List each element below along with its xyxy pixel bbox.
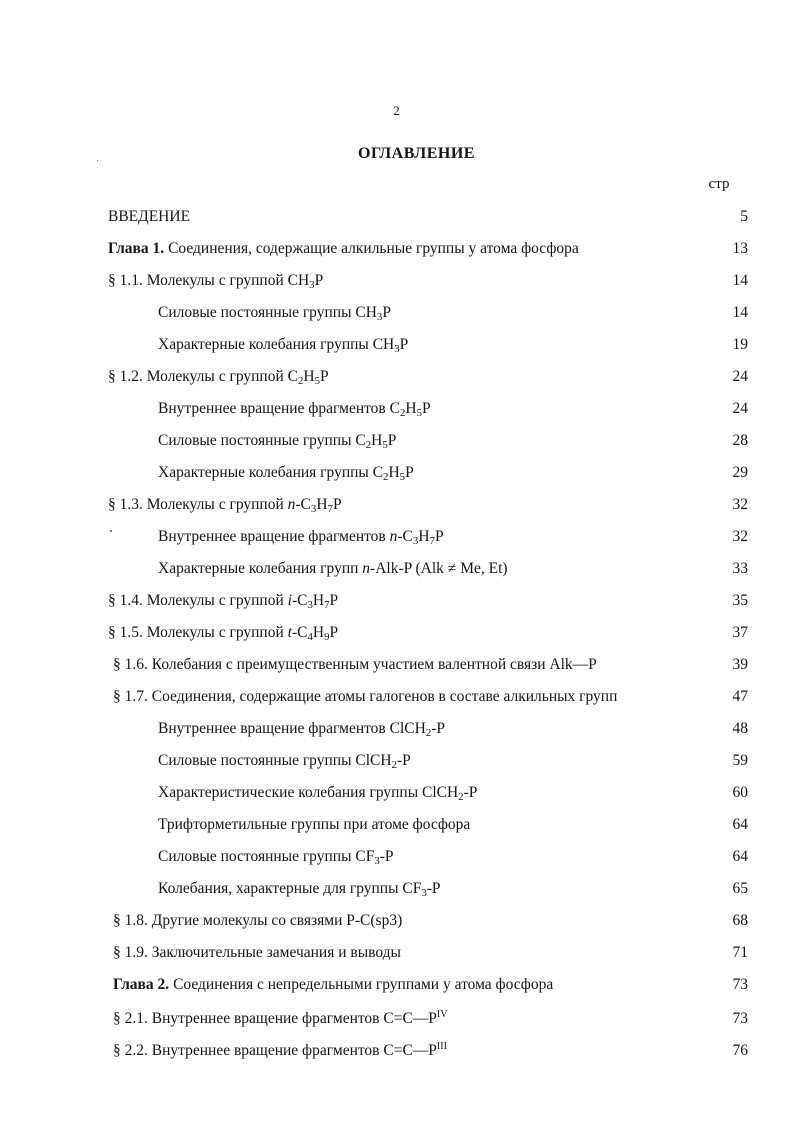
toc-entry-section-1-5[interactable] [108, 622, 748, 644]
toc-entry-page: 24 [732, 400, 748, 417]
toc-entry-page: 14 [732, 272, 748, 289]
toc-entry-title: § 1.2. Молекулы с группой $C_2H_5P$ [108, 368, 329, 387]
toc-entry-title: § 2.1. Внутреннее вращение фрагментов $C=C—P^{IV}$ [113, 1009, 448, 1027]
toc-entry-page: 76 [732, 1042, 748, 1059]
toc-entry-subsection[interactable] [158, 750, 748, 772]
toc-entry-page: 64 [732, 848, 748, 865]
toc-entry-title: § 1.4. Молекулы с группой $i-C_3H_7P$ [108, 592, 339, 611]
toc-entry-page: 39 [732, 656, 748, 673]
toc-entry-section-1-9[interactable] [113, 942, 748, 964]
toc-entry-subsection[interactable] [158, 878, 748, 900]
toc-entry-page: 33 [732, 560, 748, 577]
toc-entry-section-1-8[interactable] [113, 910, 748, 932]
toc-entry-subsection[interactable] [158, 782, 748, 804]
toc-entry-section-1-7[interactable] [113, 686, 748, 708]
toc-entry-subsection[interactable] [158, 462, 748, 484]
toc-entry-title: Силовые постоянные группы $CF_3-P$ [158, 848, 394, 867]
toc-entry-title: Характерные колебания группы $C_2H_5P$ [158, 464, 414, 483]
toc-entry-title: § 2.2. Внутреннее вращение фрагментов $C=C—P^{III}$ [113, 1041, 447, 1059]
toc-entry-page: 5 [740, 208, 748, 225]
toc-entry-title: Глава 1. Соединения, содержащие алкильные группы у атома фосфора [108, 240, 579, 257]
toc-entry-page: 14 [732, 304, 748, 321]
toc-entry-title: § 1.7. Соединения, содержащие атомы галогенов в составе алкильных групп [113, 688, 618, 705]
toc-entry-subsection[interactable] [158, 302, 748, 324]
toc-entry-title: Характеристические колебания группы ClCH$_2$-P [158, 784, 478, 803]
toc-entry-page: 48 [732, 720, 748, 737]
toc-entry-introduction[interactable] [108, 206, 748, 228]
toc-entry-section-1-1[interactable] [108, 270, 748, 292]
toc-entry-subsection[interactable] [158, 334, 748, 356]
toc-entry-subsection[interactable] [158, 558, 748, 580]
scan-speck [110, 530, 112, 532]
toc-entry-chapter-2[interactable] [113, 974, 748, 996]
toc-entry-title: § 1.5. Молекулы с группой $t-C_4H_9P$ [108, 624, 339, 643]
toc-entry-page: 19 [732, 336, 748, 353]
toc-entry-section-1-6[interactable] [113, 654, 748, 676]
toc-entry-page: 73 [732, 1010, 748, 1027]
toc-entry-page: 65 [732, 880, 748, 897]
toc-entry-section-1-4[interactable] [108, 590, 748, 612]
toc-entry-page: 71 [732, 944, 748, 961]
toc-entry-section-2-2[interactable] [113, 1040, 748, 1062]
toc-entry-page: 59 [732, 752, 748, 769]
toc-entry-page: 28 [732, 432, 748, 449]
toc-entry-title: Силовые постоянные группы $C_2H_5P$ [158, 432, 397, 451]
toc-entry-page: 29 [732, 464, 748, 481]
toc-entry-page: 35 [732, 592, 748, 609]
toc-entry-title: ВВЕДЕНИЕ [108, 208, 191, 225]
toc-entry-section-1-2[interactable] [108, 366, 748, 388]
toc-entry-title: Внутреннее вращение фрагментов ClCH$_2$-P [158, 720, 446, 739]
page-number: 2 [393, 103, 400, 118]
toc-entry-title: § 1.1. Молекулы с группой $CH_3P$ [108, 272, 324, 291]
toc-entry-page: 37 [732, 624, 748, 641]
toc-entry-page: 32 [732, 496, 748, 513]
toc-entry-title: Силовые постоянные группы $CH_3P$ [158, 304, 391, 323]
toc-entry-page: 68 [732, 912, 748, 929]
chapter-label: Глава 1. [108, 240, 165, 257]
toc-entry-page: 13 [732, 240, 748, 257]
toc-entry-section-2-1[interactable] [113, 1008, 748, 1030]
toc-entry-page: 64 [732, 816, 748, 833]
toc-entry-chapter-1[interactable] [108, 238, 748, 260]
toc-entry-subsection[interactable] [158, 718, 748, 740]
toc-entry-title: Внутреннее вращение фрагментов $C_2H_5P$ [158, 400, 431, 419]
page-column-header: стр [708, 176, 730, 192]
toc-entry-title: Характерные колебания группы $CH_3P$ [158, 336, 409, 355]
toc-entry-title: Глава 2. Соединения с непредельными группами у атома фосфора [113, 976, 554, 993]
toc-entry-page: 32 [732, 528, 748, 545]
toc-entry-title: Силовые постоянные группы ClCH$_2$-P [158, 752, 411, 771]
scan-speck [97, 160, 98, 161]
toc-entry-subsection[interactable] [158, 398, 748, 420]
toc-entry-page: 73 [732, 976, 748, 993]
toc-entry-title: § 1.8. Другие молекулы со связями P-C(sp3) [113, 912, 403, 929]
toc-entry-subsection[interactable] [158, 846, 748, 868]
toc-entry-page: 24 [732, 368, 748, 385]
chapter-label: Глава 2. [113, 976, 170, 993]
toc-entry-subsection[interactable] [158, 526, 748, 548]
toc-entry-page: 47 [732, 688, 748, 705]
page-title: ОГЛАВЛЕНИЕ [358, 145, 475, 162]
toc-entry-title: Внутреннее вращение фрагментов $n-C_3H_7P$ [158, 528, 444, 547]
toc-entry-subsection[interactable] [158, 814, 748, 836]
toc-entry-title: Трифторметильные группы при атоме фосфора [158, 816, 471, 833]
toc-entry-title: § 1.9. Заключительные замечания и выводы [113, 944, 401, 961]
toc-entry-title: § 1.3. Молекулы с группой $n-C_3H_7P$ [108, 496, 342, 515]
toc-entry-title: Колебания, характерные для группы $CF_3-P$ [158, 880, 441, 899]
toc-entry-section-1-3[interactable] [108, 494, 748, 516]
toc-entry-title: § 1.6. Колебания с преимущественным участием валентной связи Alk—P [113, 656, 597, 673]
toc-entry-page: 60 [732, 784, 748, 801]
toc-entry-title: Характерные колебания групп n-Alk-P (Alk ≠ Me, Et) [158, 560, 508, 577]
toc-entry-subsection[interactable] [158, 430, 748, 452]
